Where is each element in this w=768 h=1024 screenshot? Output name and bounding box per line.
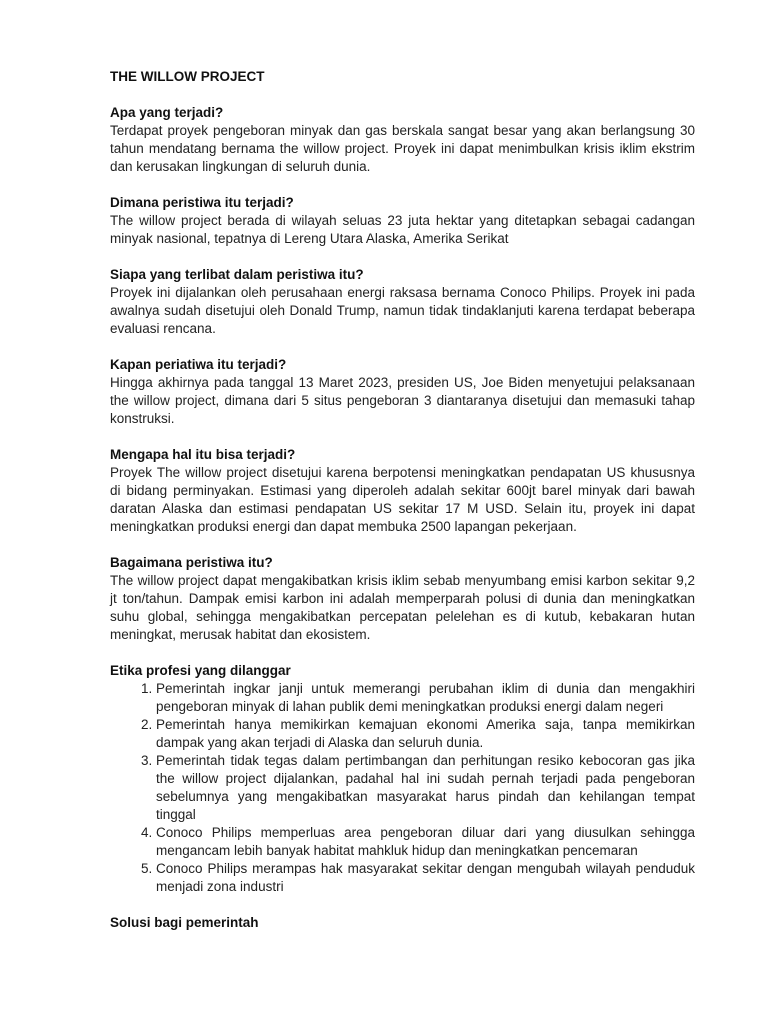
list-item: 2. Pemerintah hanya memikirkan kemajuan ekonomi Amerika saja, tanpa memikirkan dampak yang akan terjadi di Alaska dan seluruh dunia. <box>156 716 695 752</box>
section-heading: Mengapa hal itu bisa terjadi? <box>110 447 296 462</box>
section-heading: Apa yang terjadi? <box>110 105 224 120</box>
section-dimana <box>110 194 695 248</box>
section-heading: Kapan periatiwa itu terjadi? <box>110 357 287 372</box>
section-heading: Bagaimana peristiwa itu? <box>110 555 273 570</box>
section-solusi <box>110 914 695 932</box>
list-item: 5. Conoco Philips merampas hak masyarakat sekitar dengan mengubah wilayah penduduk menjadi zona industri <box>156 860 695 896</box>
section-etika <box>110 662 695 896</box>
section-body: The willow project berada di wilayah seluas 23 juta hektar yang ditetapkan sebagai cadangan minyak nasional, tepatnya di Lereng Utara Alaska, Amerika Serikat <box>110 213 695 246</box>
section-body: Hingga akhirnya pada tanggal 13 Maret 2023, presiden US, Joe Biden menyetujui pelaksanaan the willow project, dimana dari 5 situs pengeboran 3 diantaranya disetujui dan memasuki tahap konstruksi. <box>110 375 695 426</box>
section-heading: Siapa yang terlibat dalam peristiwa itu? <box>110 267 364 282</box>
section-heading: Dimana peristiwa itu terjadi? <box>110 195 294 210</box>
section-body: The willow project dapat mengakibatkan krisis iklim sebab menyumbang emisi karbon sekitar 9,2 jt ton/tahun. Dampak emisi karbon ini adalah memperparah polusi di dunia dan meningkatkan suhu global, sehingga mengakibatkan percepatan pelelehan es di kutub, kebakaran hutan meningkat, merusak habitat dan ekosistem. <box>110 573 695 642</box>
section-body: Terdapat proyek pengeboran minyak dan gas berskala sangat besar yang akan berlangsung 30 tahun mendatang bernama the willow project. Proyek ini dapat menimbulkan krisis iklim ekstrim dan kerusakan lingkungan di seluruh dunia. <box>110 123 695 174</box>
list-item: 4. Conoco Philips memperluas area pengeboran diluar dari yang diusulkan sehingga mengancam lebih banyak habitat mahkluk hidup dan meningkatkan pencemaran <box>156 824 695 860</box>
section-apa <box>110 104 695 176</box>
list-item: 3. Pemerintah tidak tegas dalam pertimbangan dan perhitungan resiko kebocoran gas jika the willow project dijalankan, padahal hal ini sudah pernah terjadi pada pengeboran sebelumnya yang mengakibatkan masyarakat harus pindah dan kehilangan tempat tinggal <box>156 752 695 824</box>
document-page <box>110 68 695 950</box>
section-mengapa <box>110 446 695 536</box>
document-title: THE WILLOW PROJECT <box>110 69 265 84</box>
ethics-heading: Etika profesi yang dilanggar <box>110 663 291 678</box>
section-kapan <box>110 356 695 428</box>
solution-heading: Solusi bagi pemerintah <box>110 915 259 930</box>
section-bagaimana <box>110 554 695 644</box>
list-item: 1. Pemerintah ingkar janji untuk memerangi perubahan iklim di dunia dan mengakhiri pengeboran minyak di lahan publik demi meningkatkan produksi energi dalam negeri <box>156 680 695 716</box>
section-body: Proyek The willow project disetujui karena berpotensi meningkatkan pendapatan US khususnya di bidang perminyakan. Estimasi yang diperoleh adalah sekitar 600jt barel minyak dari bawah daratan Alaska dan estimasi pendapatan US sekitar 17 M USD. Selain itu, proyek ini dapat meningkatkan produksi energi dan dapat membuka 2500 lapangan pekerjaan. <box>110 465 695 534</box>
section-body: Proyek ini dijalankan oleh perusahaan energi raksasa bernama Conoco Philips. Proyek ini pada awalnya sudah disetujui oleh Donald Trump, namun tidak tindaklanjuti karena terdapat beberapa evaluasi rencana. <box>110 285 695 336</box>
ethics-list <box>110 680 695 896</box>
section-siapa <box>110 266 695 338</box>
